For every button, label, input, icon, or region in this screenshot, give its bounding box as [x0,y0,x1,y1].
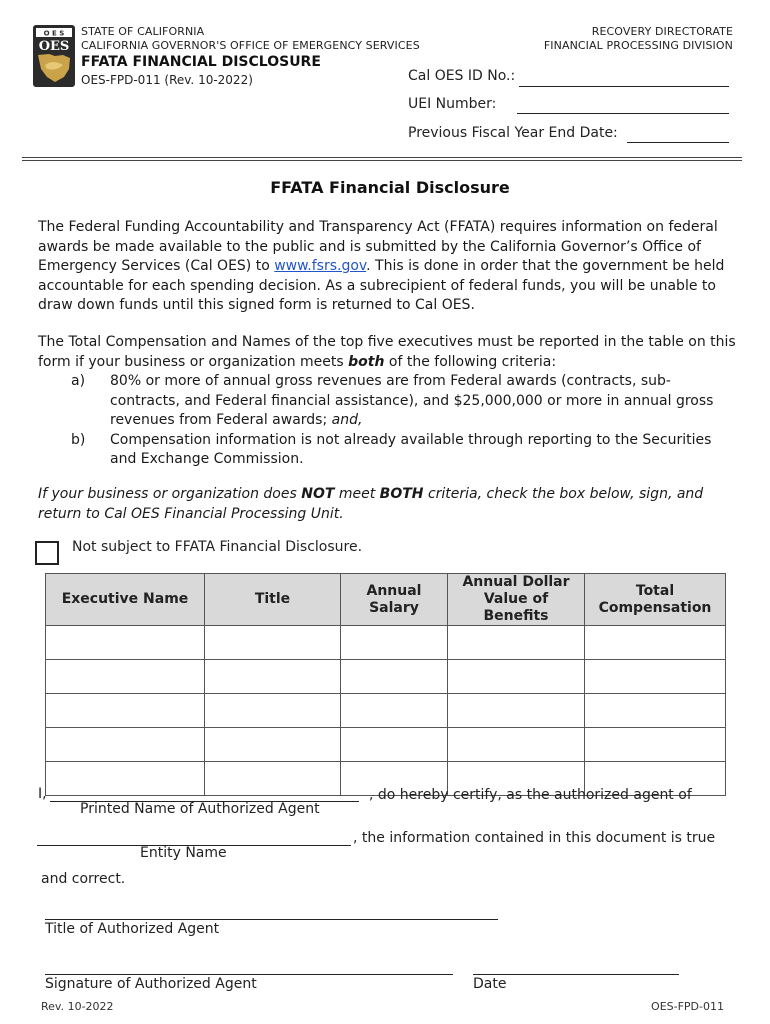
certify-i-prefix: I, [38,786,47,802]
footer-revision: Rev. 10-2022 [41,1000,114,1013]
fiscal-year-end-field[interactable] [627,142,729,143]
table-header-row [46,574,726,626]
table-cell[interactable] [341,660,448,694]
page-heading: FFATA Financial Disclosure [270,178,510,197]
not-subject-label: Not subject to FFATA Financial Disclosure. [72,539,363,555]
exemption-text-3: criteria, check the box below, sign, and return to Cal OES Financial Processing Unit. [38,486,704,522]
criteria-paragraph [38,333,738,470]
criteria-text-2: of the following criteria: [384,353,557,370]
item-a-marker: a) [71,373,86,389]
agency-label: CALIFORNIA GOVERNOR'S OFFICE OF EMERGENCY SERVICES [81,39,420,52]
item-b-marker: b) [71,431,86,448]
item-a-text: 80% or more of annual gross revenues are from Federal awards (contracts, sub-contracts, and Federal financial assistance), and $25,000,000 or more in annual gross revenues from Federal awards; [110,373,714,428]
table-cell[interactable] [585,660,726,694]
printed-name-caption: Printed Name of Authorized Agent [80,801,320,817]
criteria-text-1: The Total Compensation and Names of the top five executives must be reported in the table on this form if your business or organization meets [38,334,736,370]
table-cell[interactable] [341,728,448,762]
certify-statement: , do hereby certify, as the authorized agent of [369,787,692,803]
fsrs-link[interactable]: www.fsrs.gov [274,258,367,274]
table-cell[interactable] [205,728,341,762]
and-correct-text: and correct. [41,871,126,887]
table-cell[interactable] [46,660,205,694]
header-divider-top [22,157,742,158]
table-cell[interactable] [205,694,341,728]
table-cell[interactable] [341,626,448,660]
uei-number-field[interactable] [517,113,729,114]
criteria-item-b [38,431,738,470]
col-annual-benefits: Annual Dollar Value of Benefits [448,574,585,626]
header-divider-bottom [22,160,742,161]
entity-name-caption: Entity Name [140,845,227,861]
footer-form-code: OES-FPD-011 [651,1000,724,1013]
table-cell[interactable] [585,694,726,728]
col-title: Title [205,574,341,626]
item-a-and: and, [331,412,363,428]
signature-field[interactable] [45,974,453,975]
table-cell[interactable] [205,762,341,796]
state-label: STATE OF CALIFORNIA [81,25,205,38]
date-field[interactable] [473,974,679,975]
table-cell[interactable] [585,626,726,660]
table-cell[interactable] [205,660,341,694]
exemption-both-emphasis: BOTH [379,486,424,502]
exemption-instructions [38,485,738,524]
cal-oes-logo [33,25,75,87]
information-statement: , the information contained in this document is true [353,830,716,846]
table-cell[interactable] [585,728,726,762]
logo-main-text: OES [38,39,70,54]
agent-title-caption: Title of Authorized Agent [45,921,220,937]
form-number: OES-FPD-011 (Rev. 10-2022) [81,73,253,87]
table-row [46,694,726,728]
uei-number-label: UEI Number: [408,96,497,112]
date-caption: Date [473,976,507,992]
agent-title-field[interactable] [45,919,498,920]
table-cell[interactable] [205,626,341,660]
caloes-id-label: Cal OES ID No.: [408,68,516,84]
division-label: FINANCIAL PROCESSING DIVISION [543,39,733,52]
table-row [46,728,726,762]
executive-compensation-table [45,573,726,796]
intro-text-2: . This is done in order that the government be held accountable for each spending decision. As a subrecipient of federal funds, you will be unable to draw down funds until this signed form is returned to Cal OES. [38,258,725,313]
col-executive-name: Executive Name [46,574,205,626]
item-b-text: Compensation information is not already available through reporting to the Securities and Exchange Commission. [110,431,712,467]
directorate-label: RECOVERY DIRECTORATE [591,25,733,38]
table-cell[interactable] [448,660,585,694]
exemption-text-2: meet [334,486,380,502]
table-cell[interactable] [46,626,205,660]
fiscal-year-end-label: Previous Fiscal Year End Date: [408,125,618,141]
table-cell[interactable] [448,728,585,762]
table-cell[interactable] [341,694,448,728]
caloes-id-field[interactable] [519,86,729,87]
table-cell[interactable] [46,694,205,728]
logo-top-text: O E S [43,29,65,38]
table-cell[interactable] [46,728,205,762]
criteria-item-a [38,372,738,431]
not-subject-checkbox[interactable] [35,541,59,565]
col-annual-salary: Annual Salary [341,574,448,626]
criteria-both-emphasis: both [348,353,385,370]
table-cell[interactable] [46,762,205,796]
table-cell[interactable] [448,694,585,728]
exemption-not-emphasis: NOT [301,486,335,502]
table-row [46,660,726,694]
ffata-intro-paragraph [38,218,738,316]
col-total-compensation: Total Compensation [585,574,726,626]
table-cell[interactable] [448,626,585,660]
exemption-text-1: If your business or organization does [38,486,302,502]
signature-caption: Signature of Authorized Agent [45,976,257,992]
form-title: FFATA FINANCIAL DISCLOSURE [81,54,321,70]
intro-text-1: The Federal Funding Accountability and Transparency Act (FFATA) requires information on federal awards be made available to the public and is submitted by the California Governor’s Office of Emergency Services (Cal OES) to [38,219,718,274]
table-row [46,626,726,660]
